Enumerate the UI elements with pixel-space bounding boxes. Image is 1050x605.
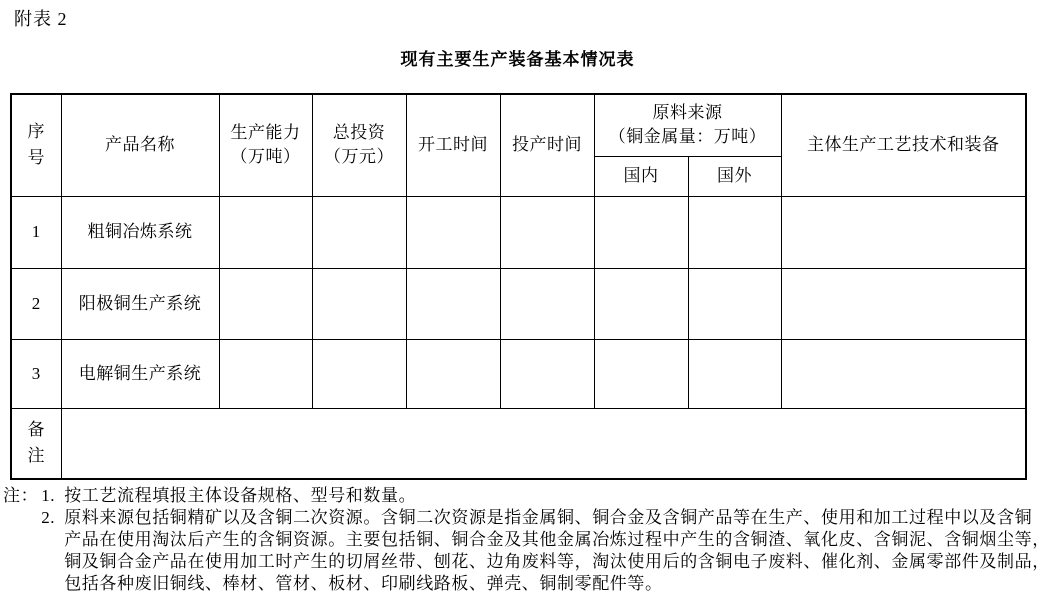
cell-seq: 2 — [11, 268, 61, 339]
col-header-tech: 主体生产工艺技术和装备 — [781, 94, 1026, 196]
cell-domestic — [594, 268, 688, 339]
cell-tech — [781, 268, 1026, 339]
cell-foreign — [688, 339, 781, 408]
cell-investment — [312, 196, 406, 268]
col-header-product: 产品名称 — [61, 94, 219, 196]
col-header-start-time: 开工时间 — [406, 94, 500, 196]
col-header-seq: 序号 — [11, 94, 61, 196]
cell-domestic — [594, 196, 688, 268]
cell-investment — [312, 268, 406, 339]
notes-items — [41, 485, 1050, 595]
col-header-investment: 总投资 （万元） — [312, 94, 406, 196]
cell-start-time — [406, 339, 500, 408]
table-row — [11, 196, 1026, 268]
cell-product: 粗铜冶炼系统 — [61, 196, 219, 268]
cell-investment — [312, 339, 406, 408]
cell-product: 阳极铜生产系统 — [61, 268, 219, 339]
note-item-2 — [41, 507, 1050, 595]
cell-seq: 3 — [11, 339, 61, 408]
cell-domestic — [594, 339, 688, 408]
cell-start-time — [406, 268, 500, 339]
cell-product: 电解铜生产系统 — [61, 339, 219, 408]
header-row-top — [11, 94, 1026, 156]
remark-value-cell — [61, 408, 1026, 479]
doc-tag: 附表 2 — [14, 9, 68, 29]
cell-foreign — [688, 196, 781, 268]
table-row — [11, 339, 1026, 408]
notes-prefix: 注： — [3, 486, 39, 505]
col-header-foreign: 国外 — [688, 156, 781, 196]
col-header-domestic: 国内 — [594, 156, 688, 196]
remark-label-cell: 备注 — [11, 408, 61, 479]
cell-tech — [781, 196, 1026, 268]
cell-capacity — [219, 339, 312, 408]
page-title: 现有主要生产装备基本情况表 — [400, 50, 635, 69]
cell-tech — [781, 339, 1026, 408]
cell-production-time — [500, 268, 594, 339]
notes-section — [3, 485, 1050, 595]
cell-production-time — [500, 196, 594, 268]
cell-capacity — [219, 268, 312, 339]
col-header-production-time: 投产时间 — [500, 94, 594, 196]
cell-production-time — [500, 339, 594, 408]
col-header-material-source: 原料来源 （铜金属量：万吨） — [594, 94, 781, 156]
cell-capacity — [219, 196, 312, 268]
table-row — [11, 268, 1026, 339]
cell-seq: 1 — [11, 196, 61, 268]
remark-row — [11, 408, 1026, 479]
note-text: 按工艺流程填报主体设备规格、型号和数量。 — [64, 486, 417, 505]
cell-start-time — [406, 196, 500, 268]
note-item-1 — [41, 485, 1050, 507]
equipment-table — [10, 93, 1027, 480]
col-header-capacity: 生产能力 （万吨） — [219, 94, 312, 196]
note-number: 1. — [41, 486, 56, 505]
cell-foreign — [688, 268, 781, 339]
note-text: 原料来源包括铜精矿以及含铜二次资源。含铜二次资源是指金属铜、铜合金及含铜产品等在生产、使用和加工过程中以及含铜 产品在使用淘汰后产生的含铜资源。主要包括铜、铜合金及其他金属冶炼过程中产生的含铜渣、氧化皮、含铜泥、含铜烟尘等， 铜及铜合金产品在使用加工时产生的切屑丝带、刨花、边角废料等，淘汰使用后的含铜电子废料、催化剂、金属零部件及制品， 包括各种废旧铜线、棒材、管材、板材、印刷线路板、弹壳、铜制零配件等。 — [64, 508, 1050, 593]
note-number: 2. — [41, 508, 56, 527]
